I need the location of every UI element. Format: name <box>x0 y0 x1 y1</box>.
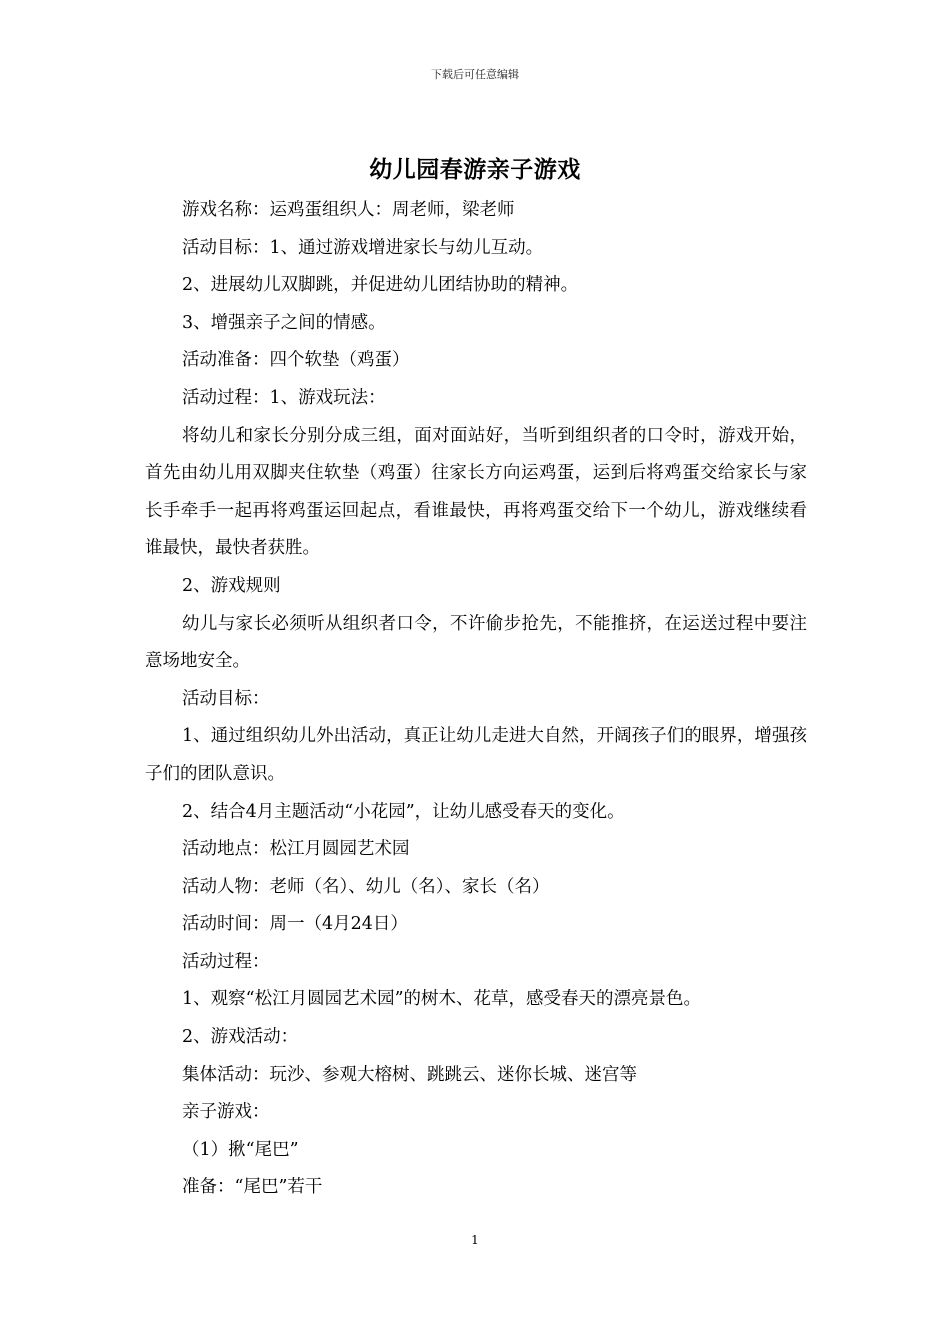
paragraph: 3、增强亲子之间的情感。 <box>182 312 386 333</box>
paragraph: 活动准备：四个软垫（鸡蛋） <box>182 350 410 371</box>
paragraph: 活动目标：1、通过游戏增进家长与幼儿互动。 <box>182 237 544 258</box>
paragraph: 准备：“尾巴”若干 <box>182 1177 323 1198</box>
paragraph: 幼儿与家长必须听从组织者口令，不许偷步抢先，不能推挤，在运送过程中要注意场地安全。 <box>145 613 807 672</box>
paragraph: 1、观察“松江月圆园艺术园”的树木、花草，感受春天的漂亮景色。 <box>182 989 702 1010</box>
paragraph: 将幼儿和家长分别分成三组，面对面站好，当听到组织者的口令时，游戏开始，首先由幼儿用双脚夹住软垫（鸡蛋）往家长方向运鸡蛋，运到后将鸡蛋交给家长与家长手牵手一起再将鸡蛋运回起点，看谁最快，再将鸡蛋交给下一个幼儿，游戏继续看谁最快，最快者获胜。 <box>145 425 807 559</box>
page-header: 下载后可任意编辑 <box>431 68 519 81</box>
document-body <box>145 192 807 1207</box>
paragraph: 活动人物：老师（名）、幼儿（名）、家长（名） <box>182 876 550 897</box>
paragraph: 活动过程：1、游戏玩法： <box>182 387 386 408</box>
paragraph: （1）揪“尾巴” <box>182 1139 299 1160</box>
paragraph: 2、进展幼儿双脚跳，并促进幼儿团结协助的精神。 <box>182 275 579 296</box>
paragraph: 活动过程： <box>182 951 270 972</box>
paragraph: 活动目标： <box>182 688 270 709</box>
paragraph: 活动地点：松江月圆园艺术园 <box>182 839 410 860</box>
paragraph: 亲子游戏： <box>182 1102 270 1123</box>
paragraph: 2、游戏活动： <box>182 1027 299 1048</box>
paragraph: 2、结合4月主题活动“小花园”，让幼儿感受春天的变化。 <box>182 801 625 822</box>
document-title: 幼儿园春游亲子游戏 <box>369 156 581 183</box>
paragraph: 集体活动：玩沙、参观大榕树、跳跳云、迷你长城、迷宫等 <box>182 1064 637 1085</box>
page-number: 1 <box>471 1233 479 1247</box>
paragraph: 2、游戏规则 <box>182 575 281 596</box>
paragraph: 1、通过组织幼儿外出活动，真正让幼儿走进大自然，开阔孩子们的眼界，增强孩子们的团队意识。 <box>145 726 807 784</box>
paragraph: 活动时间：周一（4月24日） <box>182 914 408 935</box>
paragraph: 游戏名称：运鸡蛋组织人：周老师，梁老师 <box>182 200 515 220</box>
